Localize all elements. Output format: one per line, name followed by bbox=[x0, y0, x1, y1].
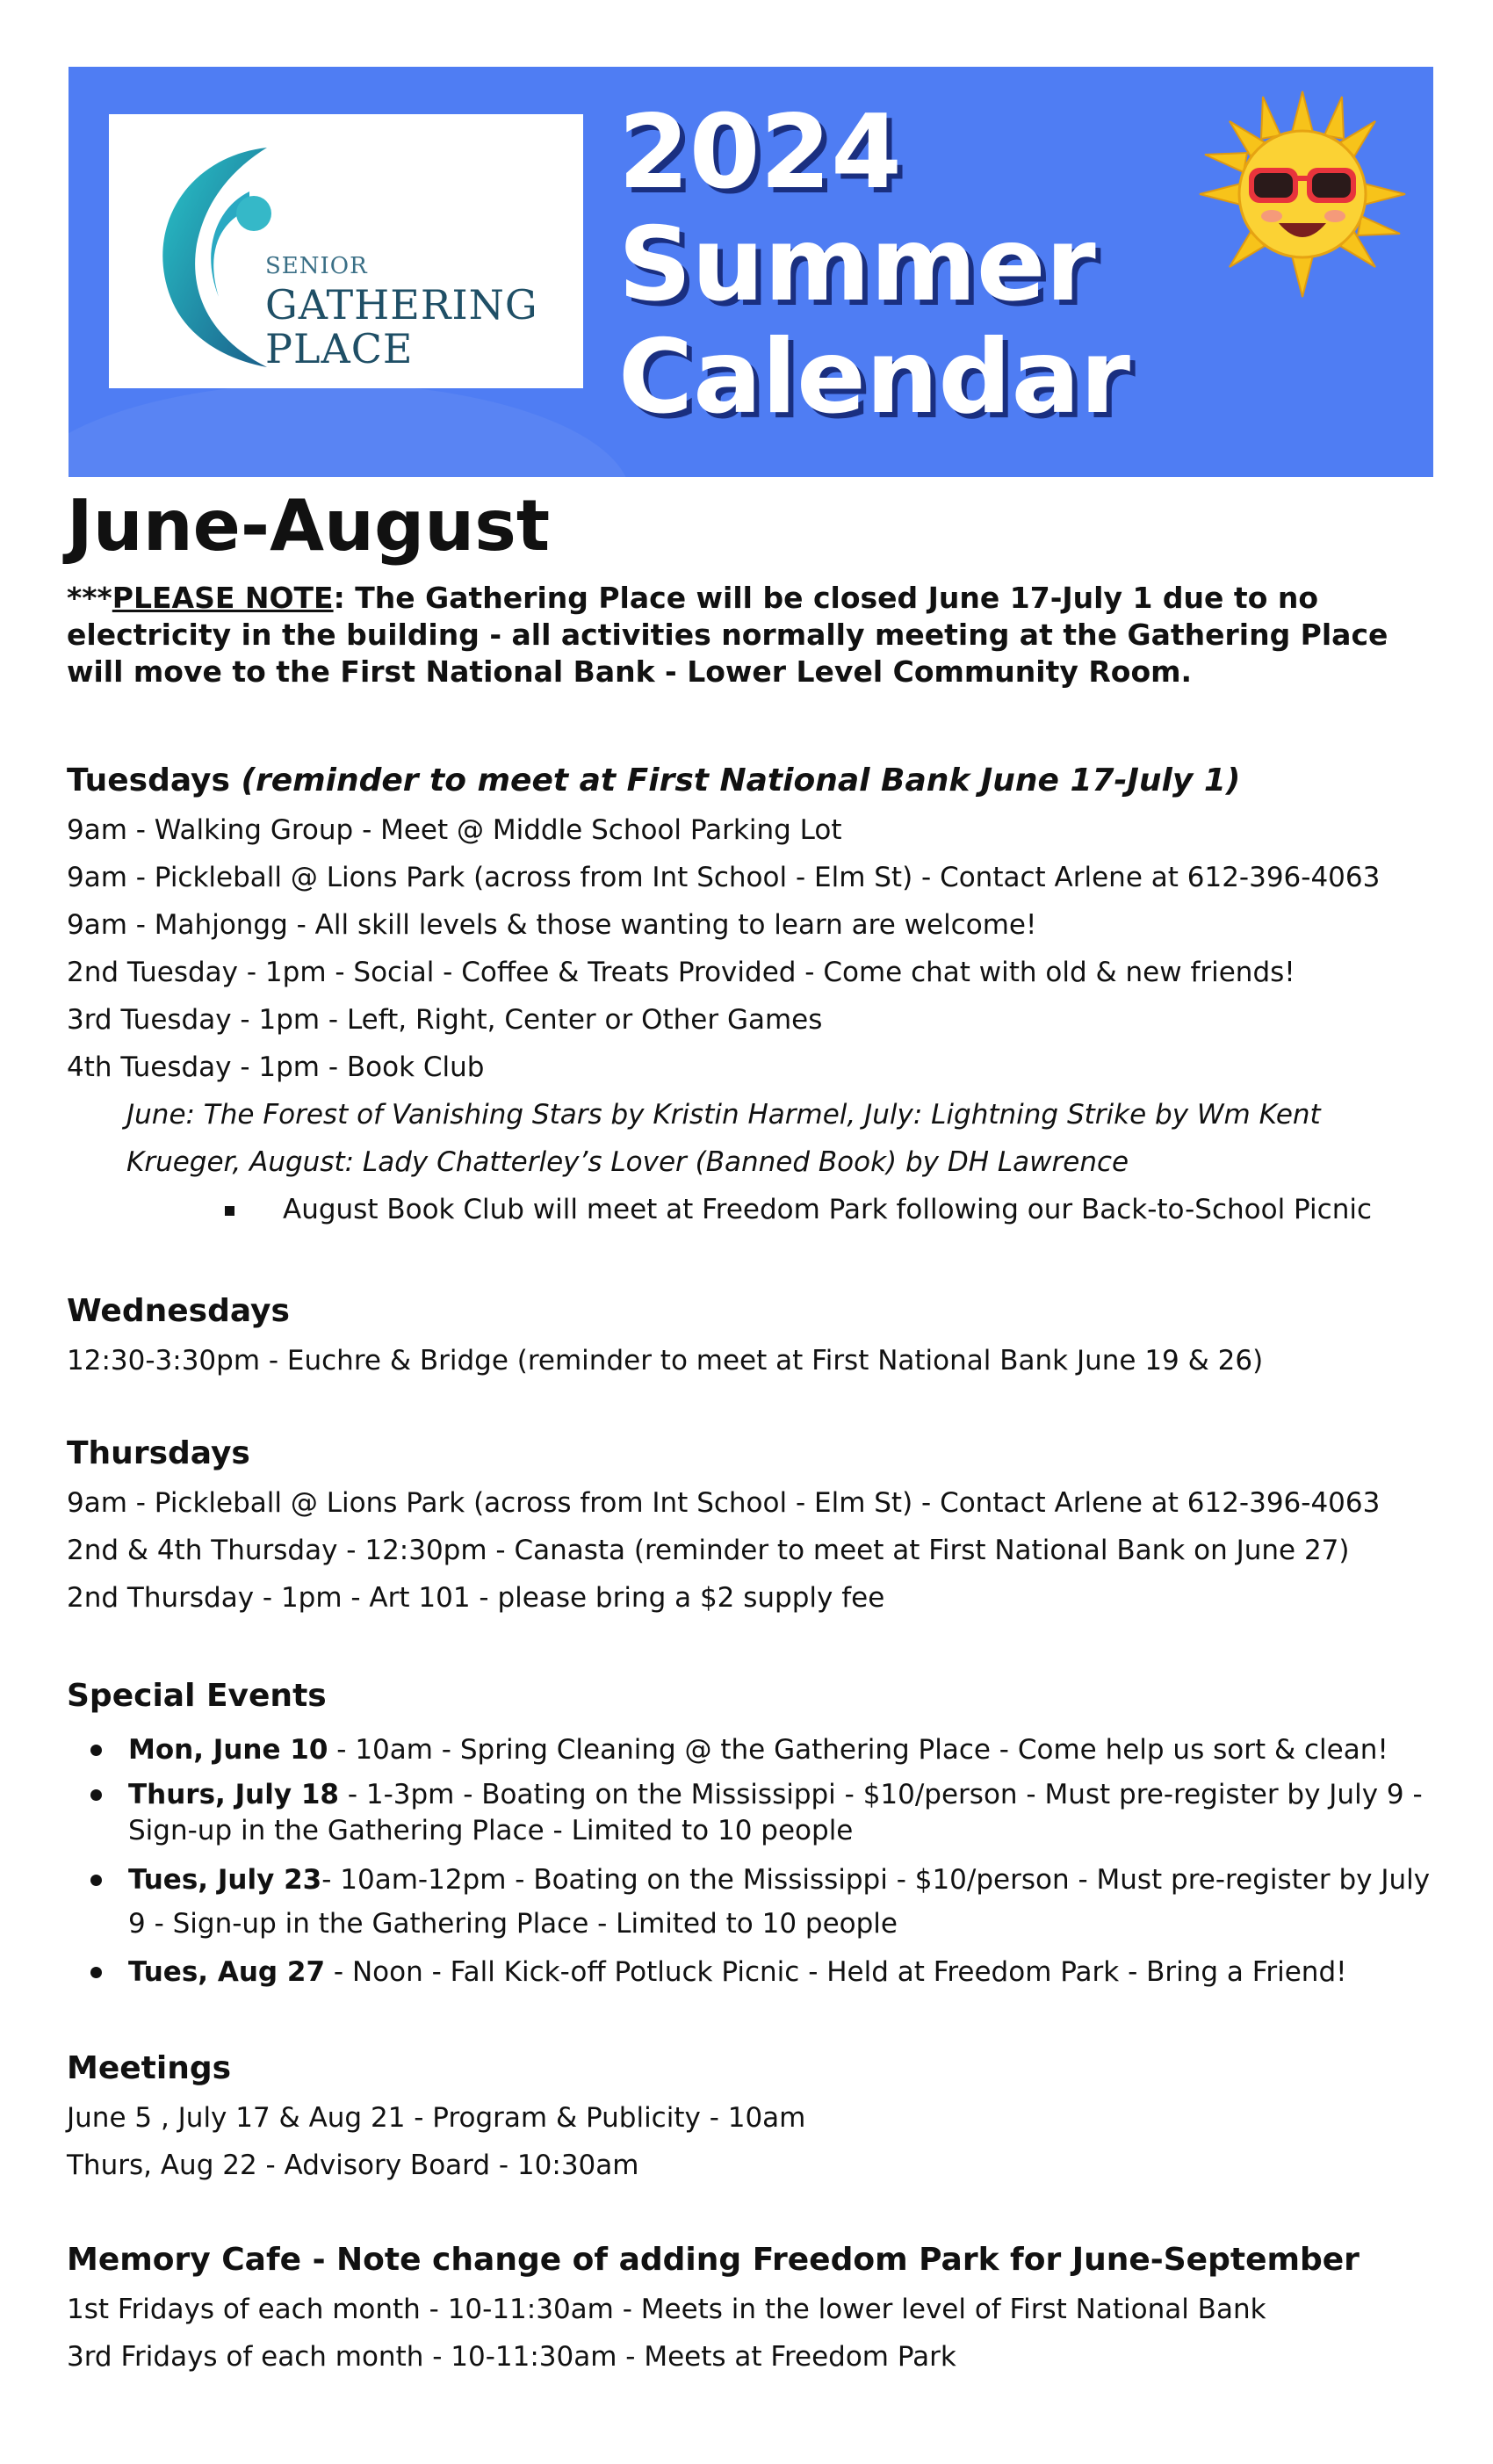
list-item: 2nd Thursday - 1pm - Art 101 - please bring a $2 supply fee bbox=[67, 1582, 885, 1614]
wednesdays-title: Wednesdays bbox=[67, 1293, 290, 1329]
tuesdays-title-text: Tuesdays bbox=[67, 762, 230, 798]
event-text: - 10am - Spring Cleaning @ the Gathering Place - Come help us sort & clean! bbox=[328, 1734, 1388, 1766]
banner-swoosh-decoration bbox=[69, 383, 631, 477]
event-text: - Noon - Fall Kick-off Potluck Picnic - Held at Freedom Park - Bring a Friend! bbox=[325, 1956, 1347, 1988]
note-prefix: *** bbox=[67, 581, 112, 615]
event-date: Tues, Aug 27 bbox=[128, 1956, 326, 1988]
thursdays-section bbox=[67, 1434, 1437, 1622]
memory-cafe-title: Memory Cafe - Note change of adding Freedom Park for June-September bbox=[67, 2242, 1360, 2278]
square-bullet-icon bbox=[225, 1206, 234, 1216]
list-item: 3rd Fridays of each month - 10-11:30am - Meets at Freedom Park bbox=[67, 2341, 956, 2373]
list-item: 1st Fridays of each month - 10-11:30am - Meets in the lower level of First National Bank bbox=[67, 2294, 1266, 2325]
list-item: 2nd Tuesday - 1pm - Social - Coffee & Treats Provided - Come chat with old & new friends! bbox=[67, 957, 1295, 988]
memory-cafe-section bbox=[67, 2240, 1437, 2381]
closure-note bbox=[67, 580, 1437, 690]
header-banner bbox=[69, 67, 1433, 477]
event-date: Tues, July 23 bbox=[128, 1864, 322, 1896]
event-item bbox=[67, 1732, 1437, 1768]
book-list-line-1: June: The Forest of Vanishing Stars by Kristin Harmel, July: Lightning Strike by Wm Kent bbox=[126, 1099, 1321, 1131]
page-title: June-August bbox=[67, 485, 551, 567]
book-club-note-text: August Book Club will meet at Freedom Park following our Back-to-School Picnic bbox=[283, 1194, 1373, 1225]
banner-title-summer: Summer bbox=[618, 206, 1096, 324]
bullet-icon bbox=[90, 1875, 102, 1886]
list-item: 2nd & 4th Thursday - 12:30pm - Canasta (reminder to meet at First National Bank on June 27) bbox=[67, 1535, 1350, 1566]
tuesdays-title-note: (reminder to meet at First National Bank June 17-July 1) bbox=[241, 762, 1241, 798]
list-item: 3rd Tuesday - 1pm - Left, Right, Center or Other Games bbox=[67, 1004, 823, 1036]
banner-title-calendar: Calendar bbox=[618, 318, 1130, 437]
book-list-line-2: Krueger, August: Lady Chatterley’s Lover (Banned Book) by DH Lawrence bbox=[126, 1146, 1129, 1178]
special-events-section bbox=[67, 1676, 1437, 1999]
thursdays-title: Thursdays bbox=[67, 1435, 250, 1471]
wednesdays-section bbox=[67, 1291, 1437, 1384]
list-item: 9am - Mahjongg - All skill levels & those wanting to learn are welcome! bbox=[67, 909, 1037, 941]
list-item: 9am - Pickleball @ Lions Park (across from Int School - Elm St) - Contact Arlene at 612-396-4063 bbox=[67, 1487, 1381, 1519]
event-date: Thurs, July 18 bbox=[128, 1779, 339, 1810]
event-date: Mon, June 10 bbox=[128, 1734, 328, 1766]
logo-gathering-text: GATHERING bbox=[265, 281, 538, 329]
list-item: 9am - Pickleball @ Lions Park (across from Int School - Elm St) - Contact Arlene at 612-396-4063 bbox=[67, 862, 1381, 893]
bullet-icon bbox=[90, 1789, 102, 1801]
banner-title-year: 2024 bbox=[618, 93, 902, 212]
tuesdays-section bbox=[67, 761, 1437, 1233]
event-text: - 10am-12pm - Boating on the Mississippi - $10/person - Must pre-register by July 9 - Sign-up in the Gathering Place - Limited to 10 people bbox=[128, 1864, 1431, 1940]
list-item: 4th Tuesday - 1pm - Book Club bbox=[67, 1051, 485, 1083]
list-item: 12:30-3:30pm - Euchre & Bridge (reminder to meet at First National Bank June 19 & 26) bbox=[67, 1345, 1264, 1377]
sun-with-sunglasses-icon bbox=[1193, 84, 1412, 304]
bullet-icon bbox=[90, 1967, 102, 1978]
special-events-list bbox=[67, 1732, 1437, 1991]
meetings-section bbox=[67, 2049, 1437, 2189]
logo-figure-icon bbox=[135, 130, 276, 376]
list-item: Thurs, Aug 22 - Advisory Board - 10:30am bbox=[67, 2150, 639, 2181]
banner-title bbox=[618, 93, 1189, 437]
note-text: : The Gathering Place will be closed June 17-July 1 due to no electricity in the building - all activities normally meeting at the Gathering Place will move to the First National Bank - Lower Level Community Room. bbox=[67, 581, 1388, 689]
tuesdays-title bbox=[67, 761, 1437, 801]
logo bbox=[109, 114, 583, 388]
bullet-icon bbox=[90, 1745, 102, 1756]
meetings-title: Meetings bbox=[67, 2050, 232, 2086]
event-text: - 1-3pm - Boating on the Mississippi - $10/person - Must pre-register by July 9 - Sign-up in the Gathering Place - Limited to 10 people bbox=[128, 1779, 1423, 1846]
special-events-title: Special Events bbox=[67, 1678, 327, 1714]
note-label: PLEASE NOTE bbox=[112, 581, 334, 615]
event-item bbox=[67, 1858, 1437, 1946]
logo-place-text: PLACE bbox=[265, 325, 414, 372]
event-item bbox=[67, 1955, 1437, 1991]
book-club-note bbox=[67, 1186, 1437, 1233]
logo-senior-text: SENIOR bbox=[265, 253, 368, 279]
list-item: June 5 , July 17 & Aug 21 - Program & Publicity - 10am bbox=[67, 2102, 806, 2134]
list-item: 9am - Walking Group - Meet @ Middle School Parking Lot bbox=[67, 814, 842, 846]
event-item bbox=[67, 1777, 1437, 1849]
